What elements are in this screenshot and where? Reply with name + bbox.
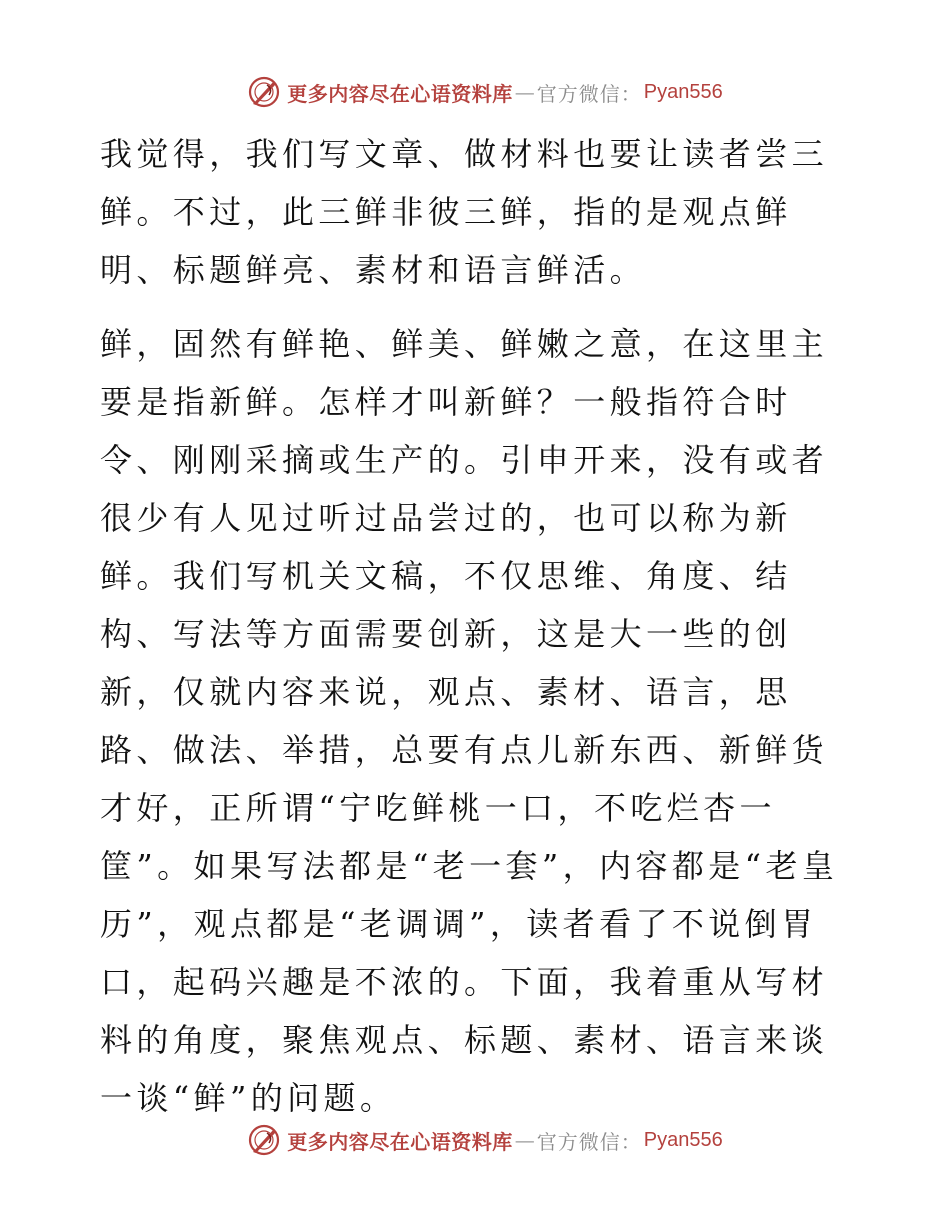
footer-wechat-label: 官方微信： [536,1129,642,1154]
quill-pen-seal-icon [247,75,281,109]
quill-pen-seal-icon [247,1123,281,1157]
header-wechat-id: Pyan556 [643,80,723,103]
header-site-name: 更多内容尽在心语资料库 [287,81,513,106]
document-body [100,120,860,1127]
header-wechat-label: 官方微信： [536,81,642,106]
paragraph-2: 鲜，固然有鲜艳、鲜美、鲜嫩之意，在这里主要是指新鲜。怎样才叫新鲜？一般指符合时令、刚刚采摘或生产的。引申开来，没有或者很少有人见过听过品尝过的，也可以称为新鲜。我们写机关文稿，不仅思维、角度、结构、写法等方面需要创新，这是大一些的创新，仅就内容来说，观点、素材、语言，思路、做法、举措，总要有点儿新东西、新鲜货才好，正所谓“宁吃鲜桃一口，不吃烂杏一筐”。如果写法都是“老一套”，内容都是“老皇历”，观点都是“老调调”，读者看了不说倒胃口，起码兴趣是不浓的。下面，我着重从写材料的角度，聚焦观点、标题、素材、语言来谈一谈“鲜”的问题。 [100,325,839,1117]
header-banner [0,72,950,112]
footer-site-name: 更多内容尽在心语资料库 [287,1129,513,1154]
header-separator: — [514,80,535,104]
header-watermark [247,75,722,109]
footer-banner [0,1120,950,1160]
footer-separator: — [514,1128,535,1152]
footer-watermark [247,1123,722,1157]
paragraph-1: 我觉得，我们写文章、做材料也要让读者尝三鲜。不过，此三鲜非彼三鲜，指的是观点鲜明、标题鲜亮、素材和语言鲜活。 [100,135,829,289]
footer-wechat-id: Pyan556 [643,1128,723,1151]
